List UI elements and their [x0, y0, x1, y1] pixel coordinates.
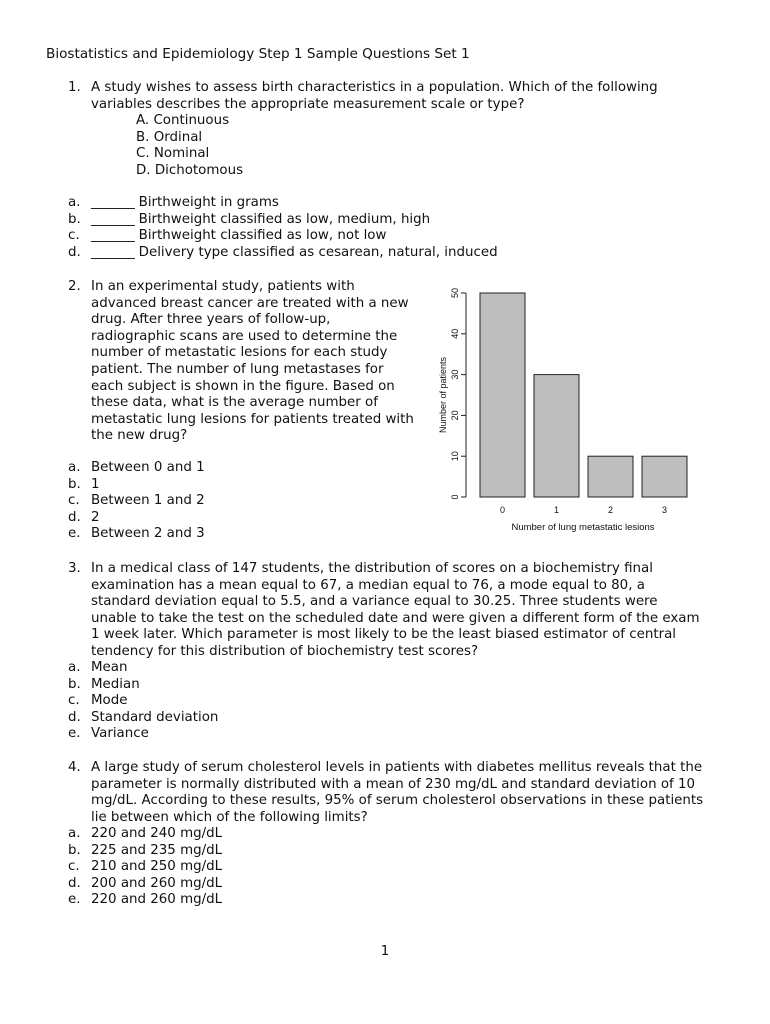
answer-option: d. 2: [68, 509, 100, 525]
answer-option: a. Between 0 and 1: [68, 460, 205, 475]
question-number: 1.: [68, 80, 81, 95]
answer-option: e. Between 2 and 3: [68, 526, 205, 542]
answer-option: a. Mean: [68, 660, 128, 675]
stem-line: A large study of serum cholesterol levels in patients with diabetes mellitus reveals that the: [91, 760, 703, 775]
scale-option: A. Continuous: [136, 113, 230, 129]
item-list: [68, 195, 498, 261]
stem-line: metastatic lung lesions for patients treated with: [91, 411, 414, 427]
page-title: Biostatistics and Epidemiology Step 1 Sample Questions Set 1: [46, 46, 470, 62]
question-number: 4.: [68, 760, 81, 775]
scale-option: B. Ordinal: [136, 129, 203, 145]
scale-option: C. Nominal: [136, 146, 210, 162]
stem-line: patient. The number of lung metastases for: [91, 361, 384, 377]
y-tick-label: 50: [450, 287, 460, 299]
answer-option: e. 220 and 260 mg/dL: [68, 892, 223, 908]
answer-option: b. 1: [68, 476, 100, 492]
answer-blank: _______: [91, 228, 135, 244]
stem-line: each subject is shown in the figure. Based on: [91, 378, 395, 394]
question-body: [91, 760, 751, 826]
question-body: [91, 279, 436, 445]
x-tick-label: 2: [607, 505, 614, 515]
stem-line: In an experimental study, patients with: [91, 279, 355, 294]
stem-line: unable to take the test on the scheduled date and were given a different form of the exam: [91, 610, 700, 626]
y-tick-label: 20: [450, 410, 460, 421]
stem-line: drug. After three years of follow-up,: [91, 312, 331, 328]
stem-line: examination has a mean equal to 67, a median equal to 76, a mode equal to 80, a: [91, 577, 645, 593]
question-number: 2.: [68, 279, 81, 294]
y-tick-label: 30: [450, 369, 460, 380]
stem-line: number of metastatic lesions for each study: [91, 345, 388, 361]
x-axis-label: Number of lung metastatic lesions: [511, 522, 655, 533]
list-item: b. _______ Birthweight classified as low, medium, high: [68, 211, 431, 227]
answer-options: [68, 826, 222, 909]
stem-line: the new drug?: [91, 428, 188, 444]
x-tick-label: 3: [661, 505, 668, 515]
question-body: [91, 561, 751, 661]
answer-option: a. 220 and 240 mg/dL: [68, 826, 223, 841]
question-number: 3.: [68, 561, 81, 576]
list-item: d. _______ Delivery type classified as cesarean, natural, induced: [68, 244, 498, 260]
y-tick-label: 0: [450, 494, 460, 500]
answer-blank: _______: [91, 211, 135, 227]
stem-line: radiographic scans are used to determine the: [91, 328, 398, 344]
answer-option: c. 210 and 250 mg/dL: [68, 859, 223, 875]
y-tick-label: 40: [450, 328, 460, 339]
list-item: c. _______ Birthweight classified as low, not low: [68, 228, 387, 244]
answer-option: c. Between 1 and 2: [68, 493, 205, 509]
stem-line: standard deviation equal to 5.5, and a variance equal to 30.25. Three students were: [91, 594, 658, 610]
stem-line: advanced breast cancer are treated with a new: [91, 295, 409, 311]
answer-blank: _______: [91, 244, 135, 260]
page-number: 1: [380, 944, 390, 959]
answer-blank: _______: [91, 195, 135, 210]
list-item: a. _______ Birthweight in grams: [68, 195, 279, 210]
scale-option: D. Dichotomous: [136, 162, 244, 178]
answer-options: [68, 660, 218, 743]
answer-option: d. Standard deviation: [68, 709, 219, 725]
stem-line: lie between which of the following limits?: [91, 809, 368, 825]
answer-option: b. 225 and 235 mg/dL: [68, 842, 223, 858]
stem-line: mg/dL. According to these results, 95% of serum cholesterol observations in these patients: [91, 793, 704, 809]
answer-option: d. 200 and 260 mg/dL: [68, 875, 223, 891]
answer-options: [68, 460, 205, 543]
stem-line: variables describes the appropriate measurement scale or type?: [91, 96, 525, 112]
stem-line: In a medical class of 147 students, the distribution of scores on a biochemistry final: [91, 561, 653, 576]
answer-option: c. Mode: [68, 693, 128, 709]
stem-line: tendency for this distribution of biochemistry test scores?: [91, 643, 479, 659]
answer-option: b. Median: [68, 676, 140, 692]
question-body: [91, 80, 741, 180]
x-tick-label: 1: [553, 505, 560, 515]
x-tick-label: 0: [499, 505, 506, 515]
bar: [480, 293, 525, 497]
bar: [534, 375, 579, 497]
y-axis-label: Number of patients: [438, 356, 448, 434]
stem-line: A study wishes to assess birth characteristics in a population. Which of the following: [91, 80, 658, 95]
stem-line: 1 week later. Which parameter is most likely to be the least biased estimator of central: [91, 627, 676, 643]
bar: [588, 456, 633, 497]
stem-line: these data, what is the average number of: [91, 395, 378, 411]
y-tick-label: 10: [450, 451, 460, 462]
bar: [642, 456, 687, 497]
stem-line: parameter is normally distributed with a mean of 230 mg/dL and standard deviation of 10: [91, 776, 696, 792]
answer-option: e. Variance: [68, 726, 149, 742]
